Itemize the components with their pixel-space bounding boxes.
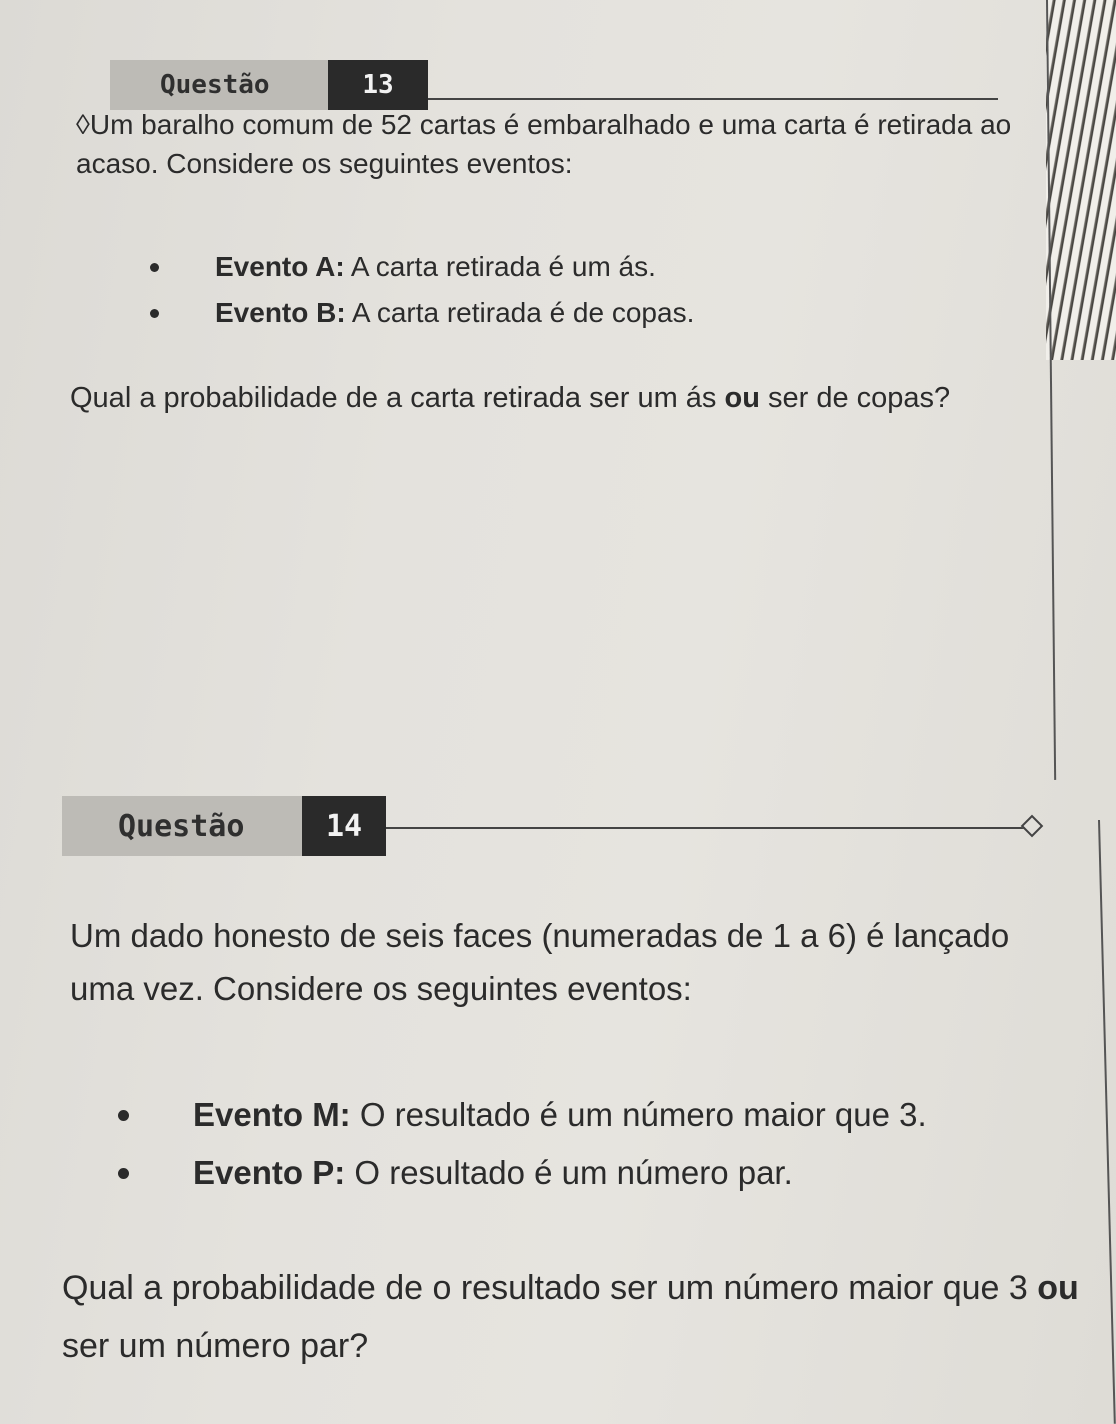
event-description: O resultado é um número par. — [345, 1154, 793, 1191]
question-14-prompt-part1: Qual a probabilidade de o resultado ser um número maior que 3 — [62, 1269, 1038, 1307]
question-13-intro-text: Um baralho comum de 52 cartas é embaralhado e uma carta é retirada ao acaso. Considere os seguintes eventos: — [76, 109, 1012, 179]
event-name: Evento B: — [215, 297, 346, 328]
question-13-header — [110, 60, 998, 110]
list-item — [118, 1144, 927, 1202]
question-14-label: Questão — [62, 796, 302, 856]
event-description: A carta retirada é um ás. — [344, 251, 656, 282]
diamond-icon — [1021, 815, 1044, 838]
list-item — [150, 244, 694, 290]
list-item — [150, 290, 694, 336]
event-description: A carta retirada é de copas. — [345, 297, 695, 328]
question-14-number: 14 — [302, 796, 386, 856]
event-name: Evento A: — [215, 251, 345, 282]
event-name: Evento P: — [193, 1154, 346, 1191]
question-14-header-rule — [386, 827, 1026, 829]
bullet-icon — [118, 1168, 129, 1179]
question-13-header-rule — [428, 98, 998, 100]
question-13-number: 13 — [328, 60, 428, 110]
question-14-intro: Um dado honesto de seis faces (numeradas de 1 a 6) é lançado uma vez. Considere os seguintes eventos: — [70, 917, 1010, 1007]
question-14-event-list — [118, 1086, 927, 1202]
question-13-prompt-part2: ser de copas? — [759, 382, 951, 414]
question-13-intro — [76, 106, 1016, 183]
event-description: O resultado é um número maior que 3. — [350, 1096, 927, 1133]
list-item — [118, 1086, 927, 1144]
bullet-icon — [150, 263, 159, 272]
event-name: Evento M: — [193, 1096, 351, 1133]
bullet-icon — [118, 1110, 129, 1121]
question-14-header — [62, 796, 1040, 856]
bullet-icon — [150, 309, 159, 318]
question-13-prompt-part1: Qual a probabilidade de a carta retirada ser um ás — [70, 382, 725, 414]
book-page-edges — [1046, 0, 1116, 360]
question-14-prompt-ou: ou — [1037, 1269, 1079, 1307]
question-13-prompt-ou: ou — [724, 382, 760, 414]
question-14-prompt — [62, 1260, 1102, 1376]
question-13-event-list — [150, 244, 694, 336]
question-13-prompt — [70, 378, 1030, 418]
diamond-icon: ◊ — [76, 109, 90, 140]
question-14-prompt-part2: ser um número par? — [62, 1326, 369, 1365]
question-13-label: Questão — [110, 60, 328, 110]
